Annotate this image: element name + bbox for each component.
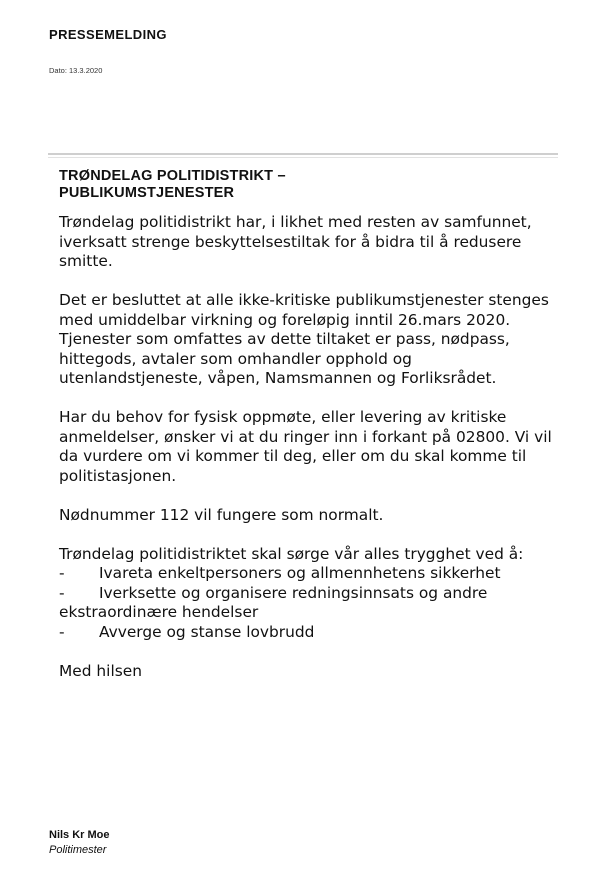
signature-block: [49, 828, 110, 858]
section-divider-secondary: [48, 157, 558, 158]
headline: [59, 168, 539, 202]
list-item-text: Avverge og stanse lovbrudd: [99, 622, 315, 641]
section-divider: [48, 153, 558, 155]
paragraph-contact: Har du behov for fysisk oppmøte, eller levering av kritiske anmeldelser, ønsker vi at du ringer inn i forkant på 02800. Vi vil da vurdere om vi kommer til deg, eller om du skal komme til politistasjonen.: [59, 408, 552, 485]
headline-line-2: PUBLIKUMSTJENESTER: [59, 185, 235, 201]
closing-greeting: Med hilsen: [59, 661, 142, 680]
list-item-text: Ivareta enkeltpersoners og allmennhetens sikkerhet: [99, 564, 501, 582]
document-title: PRESSEMELDING: [49, 27, 167, 42]
headline-line-1: TRØNDELAG POLITIDISTRIKT –: [59, 168, 286, 184]
paragraph-intro: Trøndelag politidistrikt har, i likhet med resten av samfunnet, iverksatt strenge beskyttelsestiltak for å bidra til å redusere smitte.: [59, 213, 532, 270]
signatory-title: Politimester: [49, 844, 107, 856]
list-dash: -: [59, 564, 65, 582]
paragraph-emergency: Nødnummer 112 vil fungere som normalt.: [59, 505, 384, 524]
list-dash: -: [59, 622, 65, 641]
list-item: [59, 623, 559, 643]
duties-list: [59, 564, 559, 642]
list-item: [59, 564, 559, 584]
document-date: Dato: 13.3.2020: [49, 66, 103, 75]
list-item: [59, 584, 559, 623]
paragraph-closures: Det er besluttet at alle ikke-kritiske publikumstjenester stenges med umiddelbar virkning og foreløpig inntil 26.mars 2020. Tjenester som omfattes av dette tiltaket er pass, nødpass, hittegods, avtaler som omhandler opphold og utenlandstjeneste, våpen, Namsmannen og Forliksrådet.: [59, 291, 549, 387]
list-dash: -: [59, 583, 65, 602]
paragraph-duties-intro: Trøndelag politidistriktet skal sørge vår alles trygghet ved å:: [59, 544, 524, 563]
list-item-text: Iverksette og organisere redningsinnsats og andre ekstraordinære hendelser: [59, 583, 488, 621]
press-release-body: [59, 213, 559, 701]
signatory-name: Nils Kr Moe: [49, 829, 110, 841]
